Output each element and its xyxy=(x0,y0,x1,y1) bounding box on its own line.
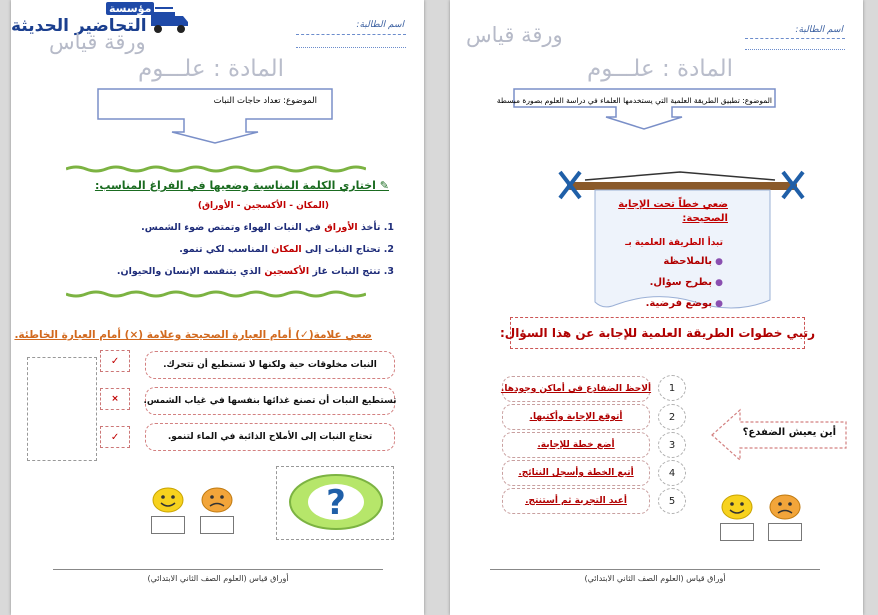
step-5: أعيد التجربة ثم أستنتج. xyxy=(502,488,650,514)
topic-text: الموضوع: تعداد حاجات النبات xyxy=(213,96,317,106)
drop-bullet-icon: ● xyxy=(712,257,723,267)
step-number-2[interactable]: 2 xyxy=(658,404,686,430)
mark-box-3[interactable]: ✓ xyxy=(100,426,130,448)
keyword-answer: الأكسجين xyxy=(264,266,310,277)
faded-title: ورقة قياس xyxy=(466,23,563,47)
statement-1: النبات مخلوقات حية ولكنها لا تستطيع أن تتحرك. xyxy=(145,351,395,379)
delivery-truck-icon xyxy=(149,4,189,36)
topic-text: الموضوع: تطبيق الطريقة العلمية التي يستخدمها العلماء في دراسة العلوم بصورة مبسطة xyxy=(496,96,772,105)
happy-face-icon xyxy=(720,494,754,520)
step-number-5[interactable]: 5 xyxy=(658,488,686,514)
mark-box-2[interactable]: × xyxy=(100,388,130,410)
step-number-1[interactable]: 1 xyxy=(658,375,686,401)
worksheet-page-left xyxy=(11,0,424,615)
answer-area-box xyxy=(27,357,97,461)
step-number-4[interactable]: 4 xyxy=(658,460,686,486)
fill-blank-heading: ✎ اختاري الكلمة المناسبة وضعيها في الفراغ المناسب: xyxy=(94,179,389,192)
fill-sentence-1: 1. تأخذ الأوراق في النبات الهواء وتمتص ضوء الشمس. xyxy=(141,222,394,233)
svg-text:?: ? xyxy=(326,483,346,523)
student-name-label: اسم الطالبة: xyxy=(795,25,843,35)
student-name-line-2 xyxy=(296,47,406,48)
self-rating-box-sad[interactable] xyxy=(200,516,234,534)
subject-title: المادة : علـــوم xyxy=(137,56,285,82)
step-3: أضع خطة للإجابة. xyxy=(502,432,650,458)
keyword-answer: الأوراق xyxy=(324,222,358,233)
student-name-label: اسم الطالبة: xyxy=(356,20,404,30)
drop-bullet-icon: ● xyxy=(712,278,723,288)
frog-question: أين يعيش الضفدع؟ xyxy=(742,427,836,438)
word-options: (المكان - الأكسجين - الأوراق) xyxy=(197,201,329,211)
sad-face-icon xyxy=(768,494,802,520)
step-4: أتبع الخطة وأسجل النتائج. xyxy=(502,460,650,486)
self-rating-box-happy[interactable] xyxy=(151,516,185,534)
footer-text: أوراق قياس (العلوم الصف الثاني الابتدائي) xyxy=(147,574,289,583)
faded-title: ورقة قياس xyxy=(49,30,146,54)
mark-box-1[interactable]: ✓ xyxy=(100,350,130,372)
footer-line xyxy=(53,569,383,570)
logo-line-2: التحاضير الحديثة xyxy=(11,16,147,36)
method-option-2: ● بطرح سؤال. xyxy=(649,277,723,288)
footer-line xyxy=(490,569,820,570)
worksheet-page-right xyxy=(450,0,863,615)
keyword-answer: المكان xyxy=(271,244,302,255)
steps-heading: رتبي خطوات الطريقة العلمية للإجابة عن هذا السؤال: xyxy=(510,317,805,349)
step-1: ألاحظ الضفادع في أماكن وجودها. xyxy=(502,376,650,402)
vine-border-top xyxy=(66,165,366,173)
step-2: أتوقع الإجابة وأكتبها. xyxy=(502,404,650,430)
self-rating-box-happy[interactable] xyxy=(720,523,754,541)
true-false-heading: ضعي علامة(✓) أمام العبارة الصحيحة وعلامة (×) أمام العبارة الخاطئة. xyxy=(14,329,372,341)
student-name-line-2 xyxy=(745,49,845,50)
vine-border-bottom xyxy=(66,290,366,298)
scroll-subheading: تبدأ الطريقة العلمية بـ xyxy=(625,238,723,248)
step-number-3[interactable]: 3 xyxy=(658,432,686,458)
topic-arrow-box xyxy=(496,87,777,131)
happy-face-icon xyxy=(151,487,185,513)
scroll-heading: ضعي خطاً تحت الإجابة الصحيحة: xyxy=(618,199,728,224)
method-option-3: ● بوضع فرضية. xyxy=(645,298,723,309)
drop-bullet-icon: ● xyxy=(712,299,723,309)
subject-title: المادة : علـــوم xyxy=(586,56,734,82)
sad-face-icon xyxy=(200,487,234,513)
student-name-line xyxy=(296,34,406,35)
question-mark-icon xyxy=(288,472,384,532)
statement-2: تستطيع النبات أن تصنع غذائها بنفسها في غياب الشمس. xyxy=(145,387,395,415)
method-option-1: ● بالملاحظة xyxy=(663,256,723,267)
self-rating-box-sad[interactable] xyxy=(768,523,802,541)
student-name-line xyxy=(745,38,845,39)
logo-line-1: مؤسسة xyxy=(106,2,154,15)
fill-sentence-3: 3. تنتج النبات غاز الأكسجين الذي يتنفسه الإنسان والحيوان. xyxy=(116,266,394,277)
pencil-icon: ✎ xyxy=(375,179,389,192)
statement-3: تحتاج النبات إلى الأملاح الذائبة في الماء لتنمو. xyxy=(145,423,395,451)
footer-text: أوراق قياس (العلوم الصف الثاني الابتدائي) xyxy=(584,574,726,583)
fill-sentence-2: 2. تحتاج النبات إلى المكان المناسب لكي تنمو. xyxy=(179,244,394,255)
